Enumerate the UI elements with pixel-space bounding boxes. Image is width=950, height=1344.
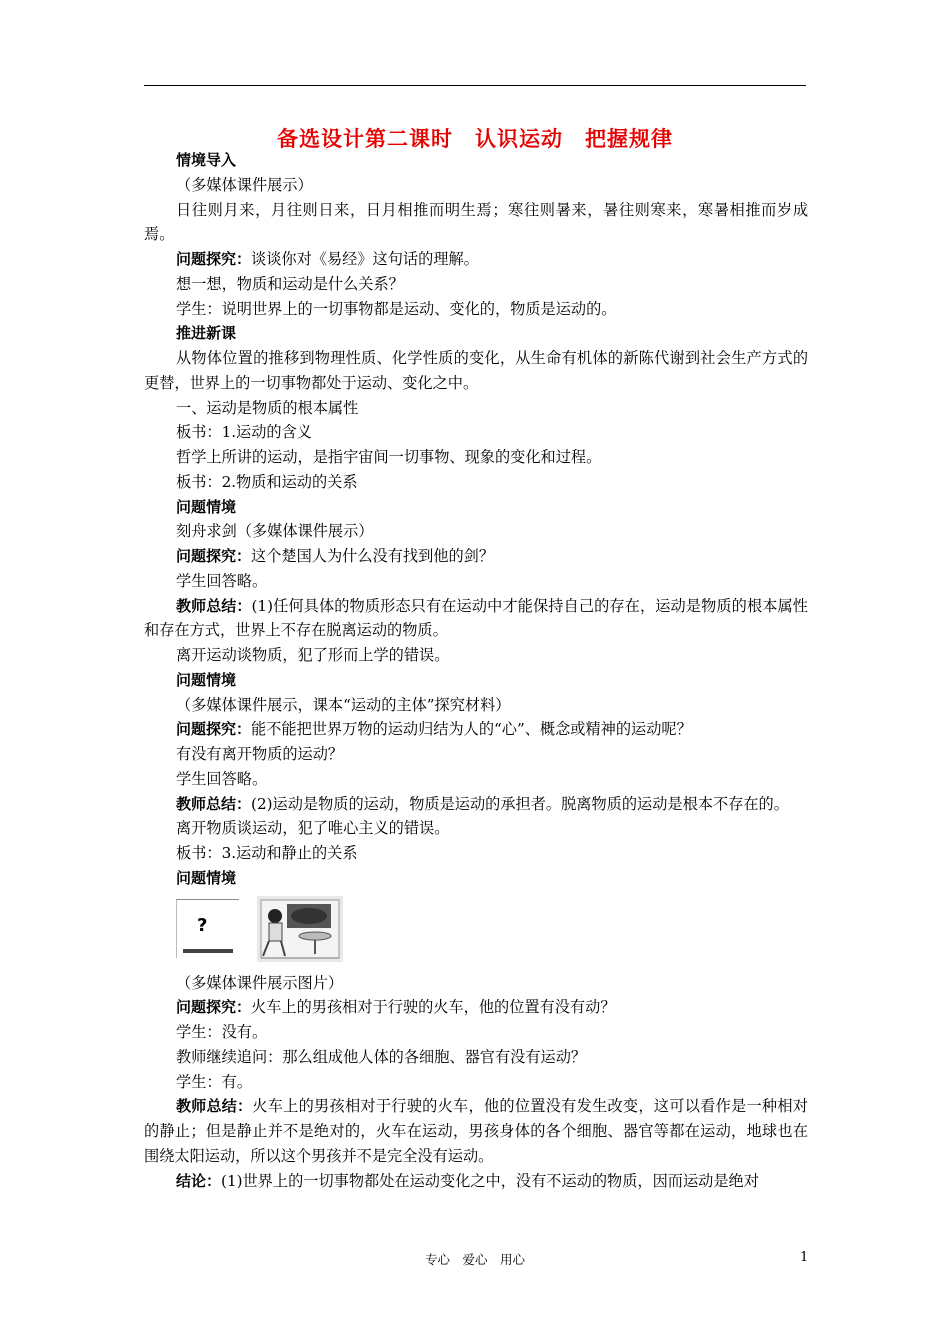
paragraph: 刻舟求剑（多媒体课件展示）: [176, 522, 374, 541]
section-heading: 推进新课: [176, 324, 237, 343]
paragraph-text: 火车上的男孩相对于行驶的火车，他的位置没有发生改变，这可以看作是一种相对的静止；但是静止并不是绝对的，火车在运动，男孩身体的各个细胞、器官等都在运动，地球也在围绕太阳运动，所以这个男孩并不是完全没有运动。: [144, 1097, 808, 1165]
paragraph-text: 能不能把世界万物的运动归结为人的“心”、概念或精神的运动呢？: [251, 720, 692, 739]
label: 结论：: [176, 1171, 222, 1190]
page-footer: 专心 爱心 用心: [424, 1252, 525, 1267]
question-mark-icon: ?: [197, 915, 208, 936]
paragraph: 日往则月来，月往则日来，日月相推而明生焉；寒往则暑来，暑往则寒来，寒暑相推而岁成焉。: [144, 200, 808, 244]
paragraph: 有没有离开物质的运动？: [176, 745, 344, 763]
paragraph: 学生：没有。: [176, 1023, 268, 1041]
figure-row: [144, 893, 808, 965]
header-rule: [144, 85, 806, 86]
paragraph: [144, 1094, 808, 1168]
paragraph: 一、运动是物质的根本属性: [176, 398, 359, 417]
paragraph-text: 火车上的男孩相对于行驶的火车，他的位置有没有动？: [251, 998, 616, 1017]
train-boy-illustration: [257, 896, 343, 962]
paragraph: 离开物质谈运动，犯了唯心主义的错误。: [176, 819, 450, 838]
paragraph: 板书：2.物质和运动的关系: [176, 472, 358, 491]
label: 教师总结：: [176, 1097, 253, 1116]
paragraph: 学生回答略。: [176, 769, 268, 788]
label: 教师总结：: [176, 794, 252, 813]
paragraph: [144, 247, 808, 272]
paragraph-text: (1)任何具体的物质形态只有在运动中才能保持自己的存在，运动是物质的根本属性和存在方式，世界上不存在脱离运动的物质。: [144, 596, 808, 640]
paragraph: （多媒体课件展示，课本“运动的主体”探究材料）: [176, 695, 511, 714]
label: 问题探究：: [176, 720, 252, 739]
paragraph: 想一想，物质和运动是什么关系？: [176, 274, 404, 293]
label: 教师总结：: [176, 596, 252, 615]
section-heading: 情境导入: [176, 151, 237, 169]
document-title: 备选设计第二课时 认识运动 把握规律: [277, 127, 673, 151]
paragraph: （多媒体课件展示图片）: [176, 973, 344, 992]
paragraph-text: 谈谈你对《易经》这句话的理解。: [251, 250, 479, 268]
paragraph: [144, 544, 808, 569]
document-body: [144, 148, 808, 1193]
paragraph: 学生：说明世界上的一切事物都是运动、变化的，物质是运动的。: [176, 299, 617, 318]
paragraph: 板书：1.运动的含义: [176, 423, 312, 442]
paragraph: [144, 792, 808, 817]
paragraph: [144, 1169, 808, 1194]
figure-caption-blur: [183, 949, 233, 953]
paragraph: [144, 995, 808, 1020]
paragraph: 从物体位置的推移到物理性质、化学性质的变化，从生命有机体的新陈代谢到社会生产方式的更替，世界上的一切事物都处于运动、变化之中。: [144, 349, 808, 392]
paragraph: 哲学上所讲的运动，是指宇宙间一切事物、现象的变化和过程。: [176, 448, 602, 466]
label: 问题探究：: [176, 250, 252, 268]
paragraph: [144, 717, 808, 742]
page-number: 1: [800, 1250, 809, 1265]
paragraph: 离开运动谈物质，犯了形而上学的错误。: [176, 646, 450, 664]
paragraph: 板书：3.运动和静止的关系: [176, 844, 358, 862]
label: 问题探究：: [176, 547, 252, 565]
section-heading: 问题情境: [176, 497, 237, 516]
paragraph: 教师继续追问：那么组成他人体的各细胞、器官有没有运动？: [176, 1047, 587, 1066]
paragraph: 学生：有。: [176, 1072, 252, 1091]
paragraph-text: (2)运动是物质的运动，物质是运动的承担者。脱离物质的运动是根本不存在的。: [251, 794, 789, 813]
question-figure: [176, 899, 239, 958]
paragraph: （多媒体课件展示）: [176, 175, 313, 194]
paragraph-text: (1)世界上的一切事物都处在运动变化之中，没有不运动的物质，因而运动是绝对: [221, 1171, 759, 1190]
paragraph-text: 这个楚国人为什么没有找到他的剑？: [251, 547, 495, 565]
paragraph: [144, 594, 808, 644]
section-heading: 问题情境: [176, 670, 237, 689]
label: 问题探究：: [176, 998, 252, 1017]
paragraph: 学生回答略。: [176, 571, 268, 590]
section-heading: 问题情境: [176, 868, 237, 887]
